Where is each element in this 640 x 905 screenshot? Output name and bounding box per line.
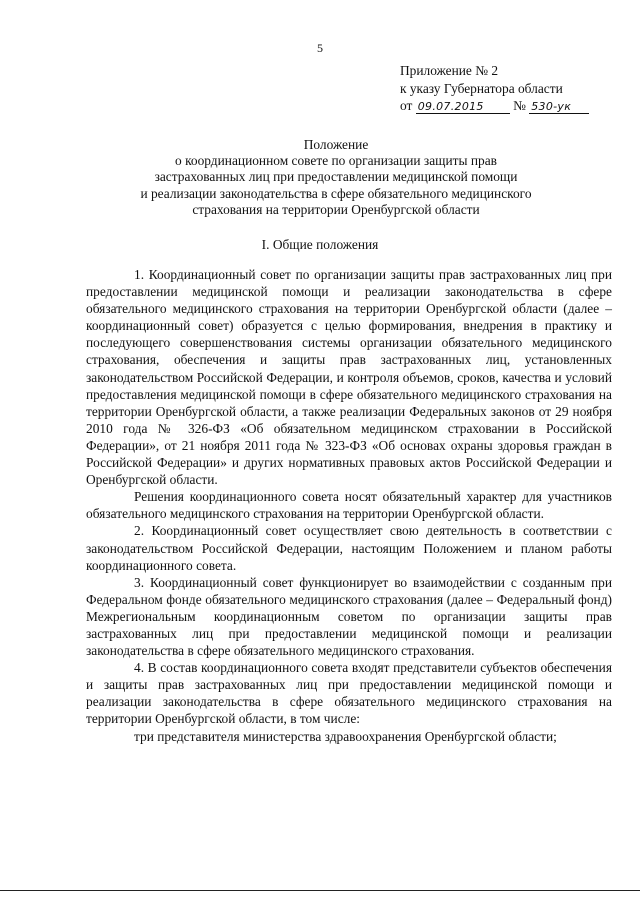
page-number: 5: [317, 41, 323, 55]
scan-edge-line: [0, 890, 640, 891]
paragraph: 3. Координационный совет функционирует во взаимодействии с созданным при Федеральном фонде обязательного медицинского страхования (далее – Федеральный фонд) Межрегиональным координационным советом по организации защиты прав застрахованных лиц при предоставлении медицинской помощи и реализации законодательства в сфере обязательного медицинского страхования.: [86, 574, 612, 659]
appendix-title: Приложение № 2: [400, 63, 499, 78]
title-line: застрахованных лиц при предоставлении медицинской помощи: [154, 169, 518, 185]
appendix-decree: к указу Губернатора области: [400, 80, 563, 96]
title-line: о координационном совете по организации защиты прав: [175, 153, 497, 169]
paragraph: 4. В состав координационного совета входят представители субъектов обеспечения и защиты прав застрахованных лиц при предоставлении медицинской помощи и реализации законодательства в сфере обязательного медицинского страхования на территории Оренбургской области, в том числе:: [86, 660, 612, 727]
document-body: [86, 266, 612, 745]
handwritten-number: 530-ук: [529, 101, 589, 114]
appendix-date-number: [400, 97, 620, 115]
number-prefix: №: [513, 98, 526, 113]
paragraph: 2. Координационный совет осуществляет свою деятельность в соответствии с законодательством Российской Федерации, настоящим Положением и планом работы координационного совета.: [86, 523, 612, 573]
handwritten-date: 09.07.2015: [416, 101, 510, 114]
title-heading: Положение: [303, 137, 369, 152]
section-heading: I. Общие положения: [261, 237, 379, 252]
paragraph: 1. Координационный совет по организации защиты прав застрахованных лиц при предоставлении медицинской помощи и реализации законодательства в сфере обязательного медицинского страхования на территории Оренбургской области (далее – координационный совет) образуется с целью формирования, внедрения в практику и последующего совершенствования системы организации обязательного медицинского страхования, обеспечения и защиты прав застрахованных лиц, установленных законодательством Российской Федерации, и контроля объемов, сроков, качества и условий предоставления медицинской помощи в сфере обязательного медицинского страхования на территории Оренбургской области, а также реализации Федеральных законов от 29 ноября 2010 года № 326-ФЗ «Об обязательном медицинском страховании в Российской Федерации», от 21 ноября 2011 года № 323-ФЗ «Об основах охраны здоровья граждан в Российской Федерации» и других нормативных правовых актов Российской Федерации и Оренбургской области.: [86, 267, 612, 488]
paragraph: три представителя министерства здравоохранения Оренбургской области;: [134, 728, 557, 744]
paragraph: Решения координационного совета носят обязательный характер для участников обязательного медицинского страхования на территории Оренбургской области.: [86, 489, 612, 522]
title-line: и реализации законодательства в сфере обязательного медицинского: [140, 185, 532, 201]
document-title: [60, 137, 612, 218]
title-line: страхования на территории Оренбургской области: [192, 201, 480, 217]
date-prefix: от: [400, 98, 413, 113]
appendix-block: [400, 62, 620, 115]
